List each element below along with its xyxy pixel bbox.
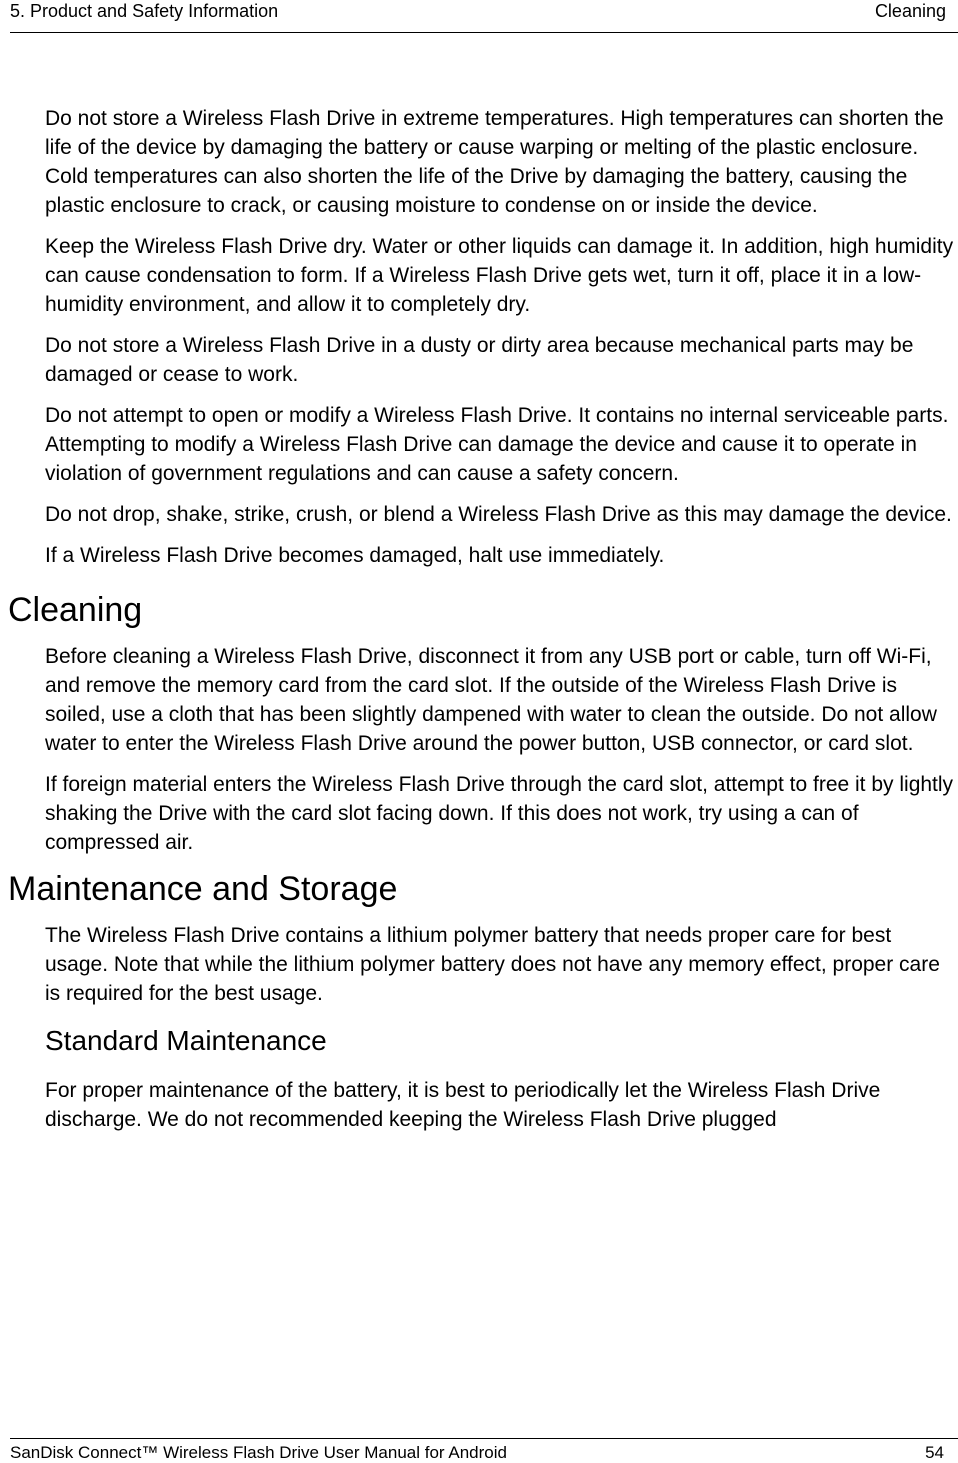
footer-manual-title: SanDisk Connect™ Wireless Flash Drive User Manual for Android — [10, 1443, 507, 1462]
paragraph-do-not-drop: Do not drop, shake, strike, crush, or blend a Wireless Flash Drive as this may damage the device. — [45, 503, 952, 526]
paragraph-foreign-material: If foreign material enters the Wireless Flash Drive through the card slot, attempt to free it by lightly shaking the Drive with the card slot facing down. If this does not work, try using a can of compressed air. — [45, 773, 954, 854]
page-content — [8, 104, 954, 1146]
heading-standard-maintenance: Standard Maintenance — [45, 1025, 327, 1056]
footer-divider — [10, 1438, 958, 1439]
header-divider — [10, 32, 958, 33]
paragraph-do-not-modify: Do not attempt to open or modify a Wireless Flash Drive. It contains no internal serviceable parts. Attempting to modify a Wireless Flash Drive can damage the device and cause it to operate in violation of government regulations and can cause a safety concern. — [45, 404, 949, 485]
heading-cleaning: Cleaning — [8, 591, 143, 629]
paragraph-extreme-temperatures: Do not store a Wireless Flash Drive in extreme temperatures. High temperatures can shorten the life of the device by damaging the battery or cause warping or melting of the plastic enclosure. Cold temperatures can also shorten the life of the Drive by damaging the battery, causing the plastic enclosure to crack, or causing moisture to condense on or inside the device. — [45, 107, 944, 217]
footer-page-number: 54 — [925, 1443, 944, 1462]
header-section-title: 5. Product and Safety Information — [10, 1, 279, 21]
paragraph-dusty-area: Do not store a Wireless Flash Drive in a dusty or dirty area because mechanical parts may be damaged or cease to work. — [45, 334, 914, 386]
paragraph-keep-dry: Keep the Wireless Flash Drive dry. Water or other liquids can damage it. In addition, high humidity can cause condensation to form. If a Wireless Flash Drive gets wet, turn it off, place it in a low-humidity environment, and allow it to completely dry. — [45, 235, 954, 316]
paragraph-battery-discharge: For proper maintenance of the battery, it is best to periodically let the Wireless Flash Drive discharge. We do not recommended keeping the Wireless Flash Drive plugged — [45, 1079, 881, 1131]
header-topic: Cleaning — [874, 1, 946, 21]
paragraph-before-cleaning: Before cleaning a Wireless Flash Drive, disconnect it from any USB port or cable, turn off Wi-Fi, and remove the memory card from the card slot. If the outside of the Wireless Flash Drive is soiled, use a cloth that has been slightly dampened with water to clean the outside. Do not allow water to enter the Wireless Flash Drive around the power button, USB connector, or card slot. — [45, 645, 937, 755]
heading-maintenance-storage: Maintenance and Storage — [8, 870, 398, 908]
paragraph-lithium-battery: The Wireless Flash Drive contains a lithium polymer battery that needs proper care for best usage. Note that while the lithium polymer battery does not have any memory effect, proper care is required for the best usage. — [45, 924, 940, 1005]
paragraph-halt-use: If a Wireless Flash Drive becomes damaged, halt use immediately. — [45, 544, 665, 567]
